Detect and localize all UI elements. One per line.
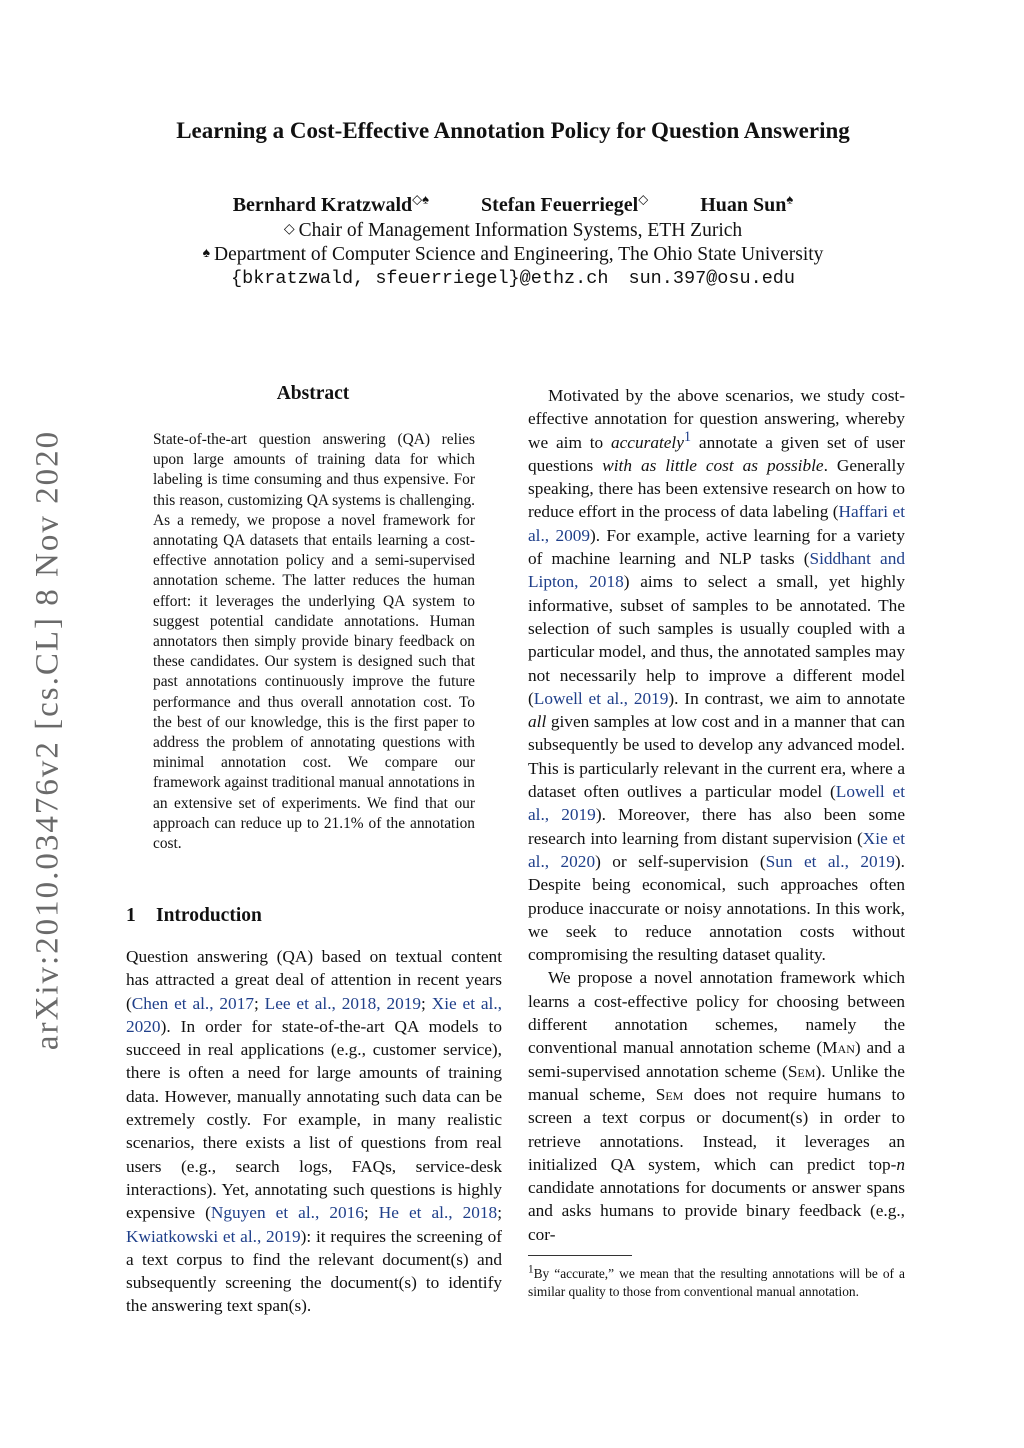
- footnote: [528, 1265, 905, 1301]
- paragraph: Motivated by the above scenarios, we study cost-effective annotation for question answering, whereby we aim to accurately$^1$ annotate a given set of user questions with as little cost as possible. Generally speaking, there has been extensive research on how to reduce effort in the process of data labeling (Haffari et al., 2009). For example, active learning for a variety of machine learning and NLP tasks (Siddhant and Lipton, 2018) aims to select a small, yet highly informative, subset of samples to be annotated. The selection of such samples is usually coupled with a particular model, and thus, the annotated samples may not necessarily help to improve a different model (Lowell et al., 2019). In contrast, we aim to annotate all given samples at low cost and in a manner that can subsequently be used to develop any advanced model. This is particularly relevant in the current era, where a dataset often outlives a particular model (Lowell et al., 2019). Moreover, there has also been some research into learning from distant supervision (Xie et al., 2020) or self-supervision (Sun et al., 2019). Despite being economical, such approaches often produce inaccurate or noisy annotations. In this work, we seek to reduce annotation costs without compromising the resulting dataset quality.: [528, 386, 906, 965]
- citation-link[interactable]: Siddhant and Lipton, 2018: [528, 549, 906, 592]
- author-marks: ◇: [638, 191, 649, 207]
- citation-link[interactable]: Lowell et al., 2019: [533, 688, 669, 708]
- diamond-icon: ◇: [283, 222, 295, 237]
- section-number: 1: [126, 905, 136, 926]
- affiliation: ♠ Department of Computer Science and Engineering, The Ohio State University: [202, 244, 824, 265]
- citation-link[interactable]: Lee et al., 2018, 2019: [264, 993, 422, 1013]
- paper-title: Learning a Cost-Effective Annotation Policy for Question Answering: [176, 118, 850, 143]
- footnote-rule: [528, 1255, 632, 1256]
- citation-link[interactable]: Lowell et al., 2019: [528, 782, 905, 825]
- paragraph: Question answering (QA) based on textual content has attracted a great deal of attention in recent years (Chen et al., 2017; Lee et al., 2018, 2019; Xie et al., 2020). In order for state-of-the-art QA models to succeed in real applications (e.g., customer service), there is often a need for large amounts of training data. However, manually annotating such data can be extremely costly. For example, in many realistic scenarios, there exists a list of questions from real users (e.g., search logs, FAQs, service-desk interactions). Yet, annotating such questions is highly expensive (Nguyen et al., 2016; He et al., 2018; Kwiatkowski et al., 2019): it requires the screening of a text corpus to find the relevant document(s) and subsequently screening the document(s) to identify the answering text span(s).: [126, 947, 503, 1316]
- intro-right-column: [528, 384, 905, 1246]
- citation-link[interactable]: Nguyen et al., 2016: [210, 1203, 364, 1223]
- author-list: [120, 191, 906, 217]
- author-marks: ♠: [786, 191, 794, 207]
- arxiv-id: arXiv:2010.03476v2 [cs.CL] 8 Nov 2020: [29, 429, 66, 1051]
- author-emails: [120, 268, 906, 289]
- email-group: {bkratzwald, sfeuerriegel}@ethz.ch: [231, 268, 609, 289]
- citation-link[interactable]: Kwiatkowski et al., 2019: [126, 1226, 301, 1246]
- footnote-link[interactable]: 1: [683, 428, 692, 445]
- author: Stefan Feuerriegel◇: [481, 191, 649, 216]
- citation-link[interactable]: Haffari et al., 2009: [528, 502, 905, 545]
- spade-icon: ♠: [202, 246, 211, 261]
- footnote-mark: 1: [528, 1263, 534, 1276]
- footnote-text: By “accurate,” we mean that the resulting annotations will be of a similar quality to those from conventional manual annotation.: [528, 1266, 905, 1299]
- citation-link[interactable]: He et al., 2018: [378, 1203, 498, 1223]
- citation-link[interactable]: Sun et al., 2019: [765, 851, 895, 871]
- author: Bernhard Kratzwald◇♠: [232, 191, 430, 216]
- abstract-text: State-of-the-art question answering (QA) relies upon large amounts of training data for which labeling is time consuming and thus expensive. For this reason, customizing QA systems is challenging. As a remedy, we propose a novel framework for annotating QA datasets that entails learning a cost-effective annotation policy and a semi-supervised annotation scheme. The latter reduces the human effort: it leverages the underlying QA system to suggest potential candidate annotations. Human annotators then simply provide binary feedback on these candidates. Our system is designed such that past annotations continuously improve the future performance and thus overall annotation cost. To the best of our knowledge, this is the first paper to address the problem of annotating questions with minimal annotation cost. We compare our framework against traditional manual annotations in an extensive set of experiments. We find that our approach can reduce up to 21.1% of the annotation cost.: [153, 431, 475, 853]
- abstract-heading: Abstract: [276, 383, 350, 404]
- citation-link[interactable]: Xie et al., 2020: [126, 993, 502, 1036]
- author: Huan Sun♠: [700, 191, 794, 216]
- email-single: sun.397@osu.edu: [628, 268, 795, 289]
- paragraph: We propose a novel annotation framework which learns a cost-effective policy for choosing between different annotation schemes, namely the conventional manual annotation scheme (Man) and a semi-supervised annotation scheme (Sem). Unlike the manual scheme, Sem does not require humans to screen a text corpus or document(s) in order to retrieve annotations. Instead, it leverages an initialized QA system, which can predict top-n candidate annotations for documents or answer spans and asks humans to provide binary feedback (e.g., cor-: [528, 968, 905, 1244]
- citation-link[interactable]: Chen et al., 2017: [131, 993, 254, 1013]
- citation-link[interactable]: Xie et al., 2020: [528, 828, 905, 871]
- section-heading: [126, 905, 262, 927]
- author-marks: ◇♠: [412, 191, 430, 207]
- intro-left-column: [126, 945, 502, 1318]
- section-title: Introduction: [156, 905, 262, 926]
- affiliation: ◇ Chair of Management Information Systems, ETH Zurich: [283, 220, 743, 241]
